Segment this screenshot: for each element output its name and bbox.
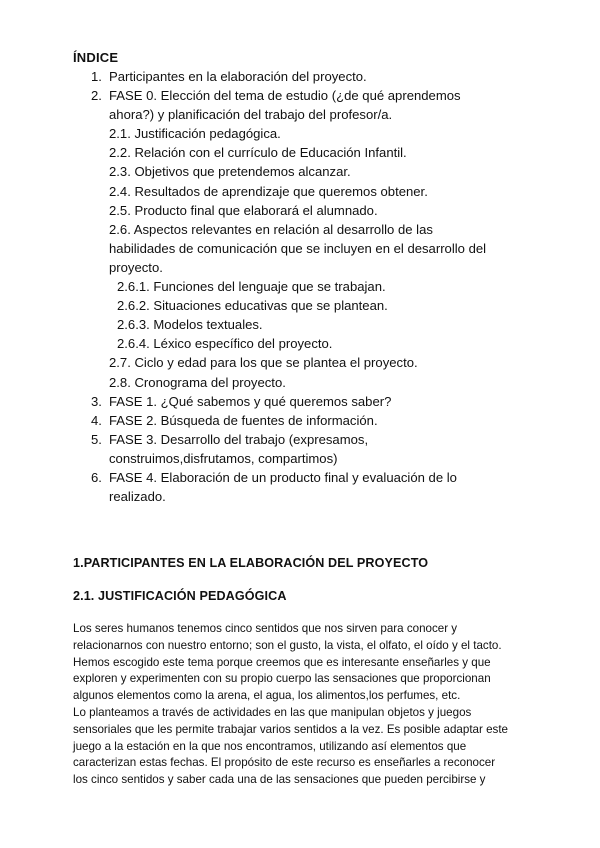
paragraph-line: relacionarnos con nuestro entorno; son el gusto, la vista, el olfato, el oído y el tacto. — [73, 638, 502, 652]
paragraph-line: Hemos escogido este tema porque creemos que es interesante enseñarles y que — [73, 655, 491, 669]
section-heading-participants: 1.PARTICIPANTES EN LA ELABORACIÓN DEL PROYECTO — [73, 556, 429, 570]
justification-paragraph — [73, 621, 543, 789]
paragraph-line: Lo planteamos a través de actividades en las que manipulan objetos y juegos — [73, 705, 472, 719]
toc-text: 2.6.3. Modelos textuales. — [117, 317, 263, 333]
toc-text: FASE 3. Desarrollo del trabajo (expresamos, — [109, 431, 369, 447]
toc-number: 1. — [91, 69, 102, 84]
toc-item — [0, 86, 600, 105]
toc-text: FASE 0. Elección del tema de estudio (¿de qué aprendemos — [109, 88, 461, 104]
toc-text: 2.6. Aspectos relevantes en relación al desarrollo de las — [109, 221, 433, 237]
paragraph-line: Los seres humanos tenemos cinco sentidos que nos sirven para conocer y — [73, 622, 458, 635]
toc-text: ahora?) y planificación del trabajo del profesor/a. — [109, 107, 393, 123]
toc-item — [0, 105, 600, 124]
toc-item — [0, 201, 600, 220]
toc-number: 2. — [91, 88, 102, 104]
toc-item — [0, 239, 600, 258]
toc-item — [0, 315, 600, 334]
toc-item — [0, 296, 600, 315]
toc-item — [0, 277, 600, 296]
toc-text: FASE 4. Elaboración de un producto final y evaluación de lo — [109, 469, 457, 485]
toc-item — [0, 487, 600, 506]
toc-text: 2.1. Justificación pedagógica. — [109, 126, 281, 142]
toc-item — [0, 67, 600, 86]
toc-text: 2.6.4. Léxico específico del proyecto. — [117, 336, 333, 352]
toc-item — [0, 449, 600, 468]
toc-text: 2.6.1. Funciones del lenguaje que se trabajan. — [117, 279, 386, 295]
toc-text: 2.6.2. Situaciones educativas que se plantean. — [117, 298, 388, 314]
paragraph-line: los cinco sentidos y saber cada una de las sensaciones que pueden percibirse y — [73, 773, 486, 787]
paragraph-line: sensoriales que les permite trabajar varios sentidos a la vez. Es posible adaptar este — [73, 722, 508, 736]
toc-text: 2.7. Ciclo y edad para los que se plantea el proyecto. — [109, 355, 418, 371]
toc-text: 2.2. Relación con el currículo de Educación Infantil. — [109, 145, 407, 161]
index-title: ÍNDICE — [73, 50, 119, 65]
toc-text: habilidades de comunicación que se incluyen en el desarrollo del — [109, 240, 487, 256]
paragraph-line: caracterizan estas fechas. El propósito de este recurso es enseñarles a reconocer — [73, 756, 496, 770]
toc-text: FASE 2. Búsqueda de fuentes de información. — [109, 412, 378, 428]
toc-number: 3. — [91, 393, 102, 409]
toc-item — [0, 258, 600, 277]
toc-item — [0, 124, 600, 143]
section-heading-justification: 2.1. JUSTIFICACIÓN PEDAGÓGICA — [73, 589, 287, 603]
toc-item — [0, 162, 600, 181]
toc-text: 2.4. Resultados de aprendizaje que queremos obtener. — [109, 183, 428, 199]
toc-text: Participantes en la elaboración del proyecto. — [109, 69, 367, 84]
toc-text: 2.5. Producto final que elaborará el alumnado. — [109, 202, 378, 218]
paragraph-line: juego a la estación en la que nos encontramos, utilizando así elementos que — [73, 739, 467, 753]
toc-number: 4. — [91, 412, 102, 428]
table-of-contents — [0, 67, 600, 506]
toc-item — [0, 334, 600, 353]
toc-text: construimos,disfrutamos, compartimos) — [109, 450, 338, 466]
toc-item — [0, 220, 600, 239]
toc-item — [0, 392, 600, 411]
toc-text: 2.3. Objetivos que pretendemos alcanzar. — [109, 164, 351, 180]
toc-text: realizado. — [109, 489, 166, 505]
toc-text: FASE 1. ¿Qué sabemos y qué queremos saber? — [109, 393, 392, 409]
toc-number: 5. — [91, 431, 102, 447]
toc-item — [0, 430, 600, 449]
toc-text: 2.8. Cronograma del proyecto. — [109, 374, 286, 390]
toc-number: 6. — [91, 469, 102, 485]
toc-item — [0, 143, 600, 162]
toc-item — [0, 373, 600, 392]
paragraph-line: algunos elementos como la arena, el agua, los alimentos,los perfumes, etc. — [73, 689, 461, 703]
toc-item — [0, 411, 600, 430]
toc-item — [0, 353, 600, 372]
paragraph-line: exploren y experimenten con su propio cuerpo las sensaciones que proporcionan — [73, 672, 491, 686]
toc-text: proyecto. — [109, 259, 163, 275]
toc-item — [0, 468, 600, 487]
toc-item — [0, 182, 600, 201]
